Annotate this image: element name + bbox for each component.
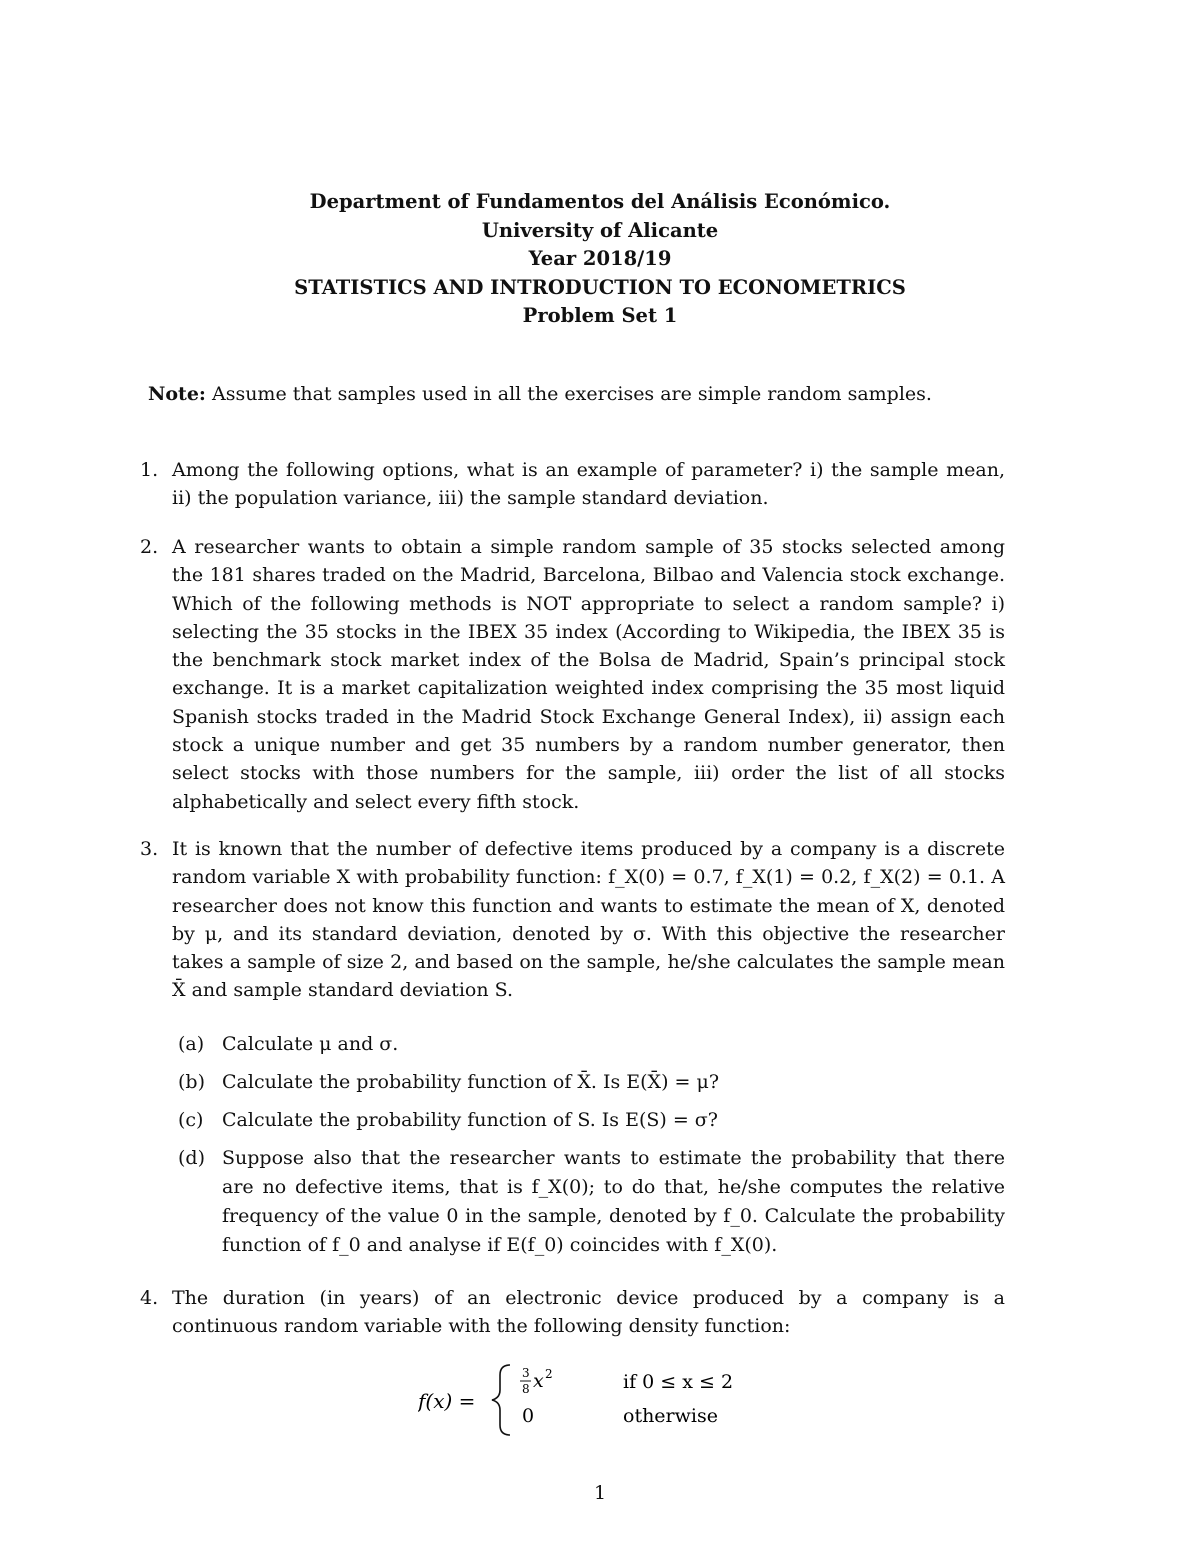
note xyxy=(148,380,1048,408)
problem-3 xyxy=(140,835,1005,1005)
course-title: STATISTICS AND INTRODUCTION TO ECONOMETRICS xyxy=(294,275,906,299)
part-label: (d) xyxy=(178,1147,205,1169)
note-label: Note: xyxy=(148,383,206,405)
problem-1 xyxy=(140,456,1005,513)
part-a xyxy=(178,1030,1005,1059)
problem-4 xyxy=(140,1284,1005,1341)
problem-text: A researcher wants to obtain a simple random sample of 35 stocks selected among the 181 shares traded on the Madrid, Barcelona, Bilbao and Valencia stock exchange. Which of the following methods is NOT appropriate to select a random sample? i) selecting the 35 stocks in the IBEX 35 index (According to Wikipedia, the IBEX 35 is the benchmark stock market index of the Bolsa de Madrid, Spain’s principal stock exchange. It is a market capitalization weighted index comprising the 35 most liquid Spanish stocks traded in the Madrid Stock Exchange General Index), ii) assign each stock a unique number and get 35 numbers by a random number generator, then select stocks with those numbers for the sample, iii) order the list of all stocks alphabetically and select every fifth stock. xyxy=(172,536,1005,813)
part-text: Calculate the probability function of S. Is E(S) = σ? xyxy=(222,1109,718,1131)
problem-number: 2. xyxy=(140,536,159,558)
density-formula xyxy=(418,1360,818,1440)
part-text: Calculate μ and σ. xyxy=(222,1033,399,1055)
problem-number: 4. xyxy=(140,1287,159,1309)
problem-set-title: Problem Set 1 xyxy=(522,304,678,327)
problem-number: 3. xyxy=(140,838,159,860)
part-b xyxy=(178,1068,1005,1097)
part-c xyxy=(178,1106,1005,1135)
problem-text: The duration (in years) of an electronic device produced by a company is a continuous random variable with the following density function: xyxy=(172,1287,1005,1338)
page-number: 1 xyxy=(593,1482,607,1504)
part-text: Calculate the probability function of X̄. Is E(X̄) = μ? xyxy=(222,1071,720,1093)
formula-lhs: f(x) = xyxy=(418,1389,476,1413)
formula-exponent: 2 xyxy=(545,1367,553,1381)
document-header xyxy=(0,188,1200,331)
university-line: University of Alicante xyxy=(481,218,719,242)
part-label: (a) xyxy=(178,1033,205,1055)
left-brace-icon xyxy=(492,1365,510,1435)
problem-number: 1. xyxy=(140,459,159,481)
case1-condition: if 0 ≤ x ≤ 2 xyxy=(623,1371,734,1393)
part-d xyxy=(178,1144,1005,1260)
part-label: (b) xyxy=(178,1071,205,1093)
year-line: Year 2018/19 xyxy=(528,247,672,270)
problem-2 xyxy=(140,533,1005,816)
part-text: Suppose also that the researcher wants to estimate the probability that there are no defective items, that is f_X(0); to do that, he/she computes the relative frequency of the value 0 in the sample, denoted by f_0. Calculate the probability function of f_0 and analyse if E(f_0) coincides with f_X(0). xyxy=(222,1147,1005,1256)
case2-expression: 0 xyxy=(522,1405,535,1427)
fraction-denominator: 8 xyxy=(522,1382,530,1396)
formula-variable: x xyxy=(533,1370,544,1392)
note-text: Assume that samples used in all the exercises are simple random samples. xyxy=(211,383,932,405)
problem-text: Among the following options, what is an example of parameter? i) the sample mean, ii) the population variance, iii) the sample standard deviation. xyxy=(172,459,1005,510)
problem-text: It is known that the number of defective items produced by a company is a discrete random variable X with probability function: f_X(0) = 0.7, f_X(1) = 0.2, f_X(2) = 0.1. A researcher does not know this function and wants to estimate the mean of X, denoted by μ, and its standard deviation, denoted by σ. With this objective the researcher takes a sample of size 2, and based on the sample, he/she calculates the sample mean X̄ and sample standard deviation S. xyxy=(172,838,1005,1002)
case2-condition: otherwise xyxy=(623,1405,718,1427)
fraction-numerator: 3 xyxy=(522,1366,530,1380)
part-label: (c) xyxy=(178,1109,204,1131)
department-line: Department of Fundamentos del Análisis Económico. xyxy=(309,190,891,213)
